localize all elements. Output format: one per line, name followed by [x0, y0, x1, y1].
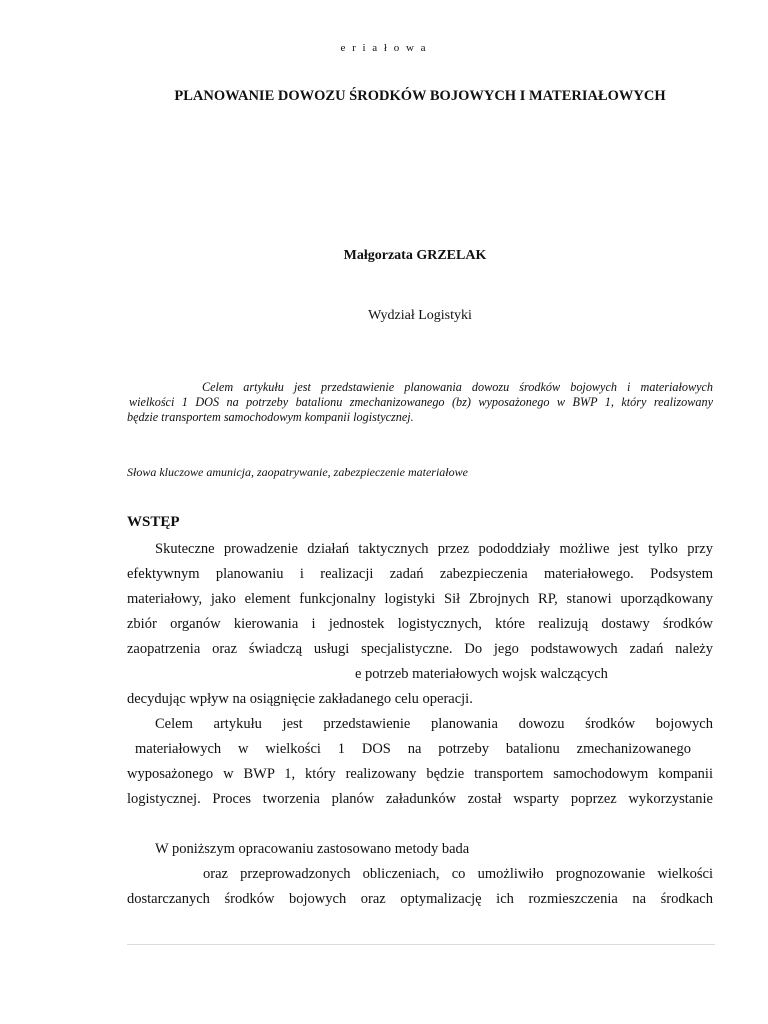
body-line: zbiór organów kierowania i jednostek logistycznych, które realizują dostawy środków [127, 616, 713, 632]
body-line: materiałowy, jako element funkcjonalny logistyki Sił Zbrojnych RP, stanowi uporządkowany [127, 591, 713, 607]
body-line: logistycznej. Proces tworzenia planów załadunków został wsparty poprzez wykorzystanie [127, 791, 713, 807]
body-line: W poniższym opracowaniu zastosowano metody bada [155, 841, 470, 857]
body-line: materiałowych w wielkości 1 DOS na potrzeby batalionu zmechanizowanego [135, 741, 691, 757]
article-title: PLANOWANIE DOWOZU ŚRODKÓW BOJOWYCH I MATERIAŁOWYCH [174, 88, 666, 104]
body-line: e potrzeb materiałowych wojsk walczących [355, 666, 608, 682]
section-heading: WSTĘP [127, 514, 180, 530]
abstract-line: Celem artykułu jest przedstawienie planowania dowozu środków bojowych i materiałowych [202, 380, 713, 394]
body-line: decydując wpływ na osiągnięcie zakładanego celu operacji. [127, 691, 473, 707]
body-line-blank [127, 812, 713, 837]
body-line: wyposażonego w BWP 1, który realizowany będzie transportem samochodowym kompanii [127, 766, 713, 782]
footer-divider [127, 944, 715, 945]
keywords: Słowa kluczowe amunicja, zaopatrywanie, zabezpieczenie materiałowe [127, 465, 468, 479]
author-name: Małgorzata GRZELAK [343, 248, 487, 263]
body-line: oraz przeprowadzonych obliczeniach, co umożliwiło prognozowanie wielkości [203, 866, 713, 882]
body-text [127, 537, 713, 912]
body-line: Celem artykułu jest przedstawienie planowania dowozu środków bojowych [155, 716, 713, 732]
body-line: efektywnym planowaniu i realizacji zadań zabezpieczenia materiałowego. Podsystem [127, 566, 713, 582]
body-line: dostarczanych środków bojowych oraz optymalizację ich rozmieszczenia na środkach [127, 891, 713, 907]
abstract-line: wielkości 1 DOS na potrzeby batalionu zmechanizowanego (bz) wyposażonego w BWP 1, który realizowany [129, 395, 713, 409]
author-affiliation: Wydział Logistyki [368, 308, 472, 323]
running-head: e r i a ł o w a [340, 42, 428, 54]
abstract-line: będzie transportem samochodowym kompanii logistycznej. [127, 410, 414, 424]
body-line: zaopatrzenia oraz świadczą usługi specjalistyczne. Do jego podstawowych zadań należy [127, 641, 713, 657]
abstract [127, 380, 713, 425]
body-line: Skuteczne prowadzenie działań taktycznych przez pododdziały możliwe jest tylko przy [155, 541, 713, 557]
